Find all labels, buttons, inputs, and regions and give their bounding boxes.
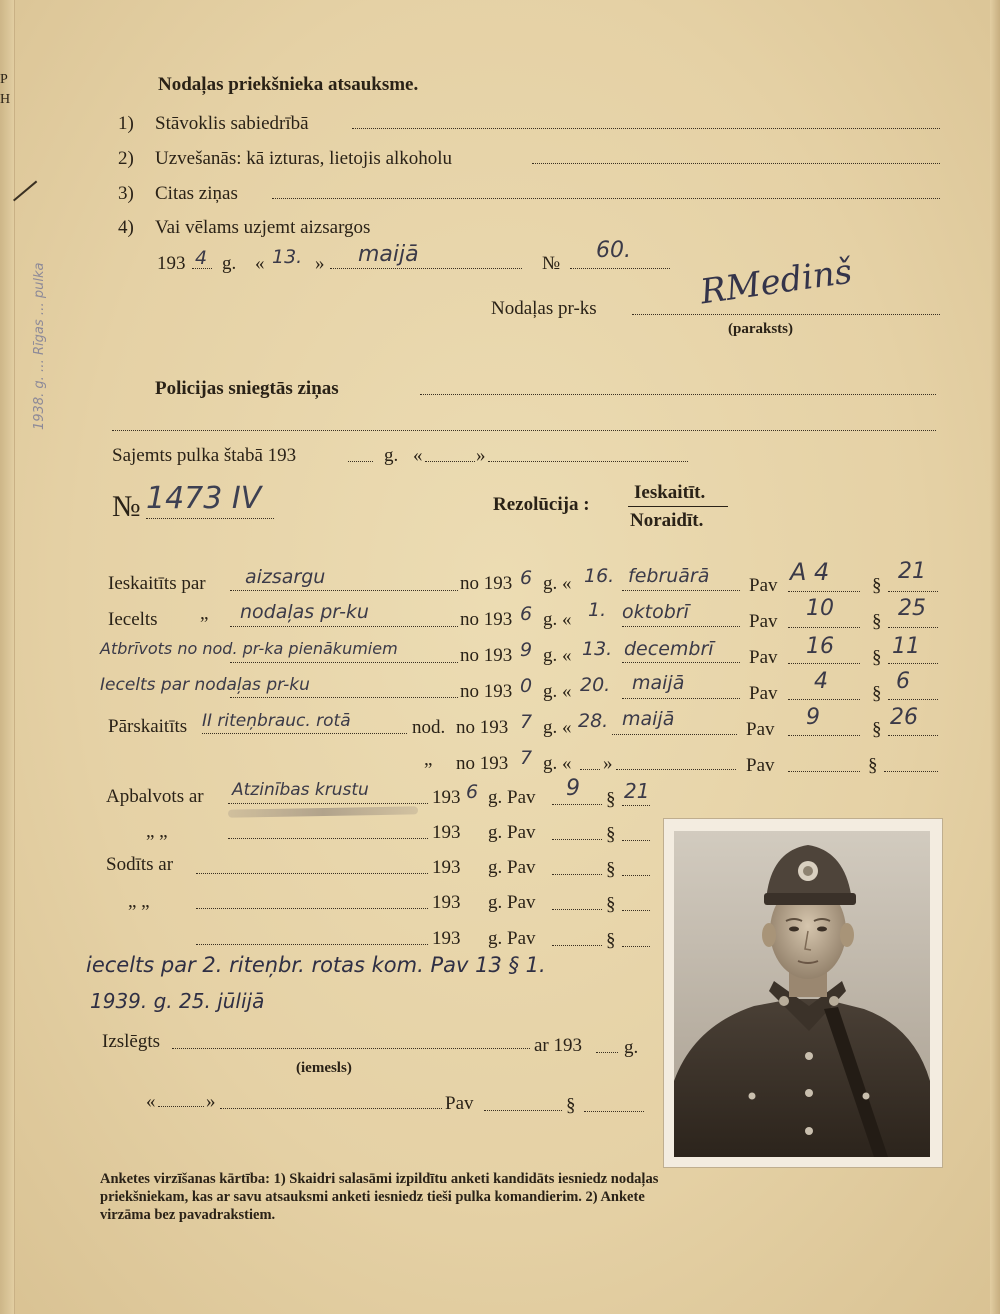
record-hw-label: Iecelts par nodaļas pr-ku [100, 675, 310, 695]
record-pav: Pav [749, 683, 778, 704]
received-label: Sajemts pulka štabā 193 [112, 445, 297, 466]
record-par: § [872, 575, 882, 596]
record-no: no 193 [460, 609, 513, 630]
fill-line [230, 590, 458, 591]
handwritten-number: 60. [596, 238, 631, 263]
fill-line [330, 268, 522, 269]
award-year: 193 [432, 787, 461, 808]
quote-close: » [476, 445, 486, 466]
record-par: § [872, 683, 882, 704]
award-par: § [606, 789, 616, 810]
award-par: § [606, 824, 616, 845]
page-fold [0, 0, 15, 1314]
record-pav: Pav [749, 575, 778, 596]
reason-caption: (iemesls) [296, 1060, 352, 1076]
record-label: Pārskaitīts [108, 716, 188, 737]
fill-line [196, 908, 428, 909]
quote-close: » [315, 253, 325, 274]
soldier-portrait [674, 831, 930, 1157]
record-year: 7 [520, 747, 533, 769]
excluded-label: Izslēgts [102, 1031, 161, 1052]
award-year: 193 [432, 822, 461, 843]
fill-line [622, 590, 740, 591]
penalty-g-pav: g. Pav [488, 892, 536, 913]
penalty-year: 193 [432, 857, 461, 878]
fill-line [580, 769, 600, 770]
record-year: 6 [520, 567, 533, 589]
fill-line [172, 1048, 530, 1049]
record-par: § [872, 611, 882, 632]
fill-line [788, 591, 860, 592]
award-pav-num: 9 [566, 776, 580, 801]
excluded-pav: Pav [445, 1093, 474, 1114]
ditto-mark: „ [424, 749, 433, 770]
fill-line [616, 769, 736, 770]
record-hw-label: II riteņbrauc. rotā [202, 711, 351, 731]
record-month: februārā [628, 565, 710, 587]
item-label: Uzvešanās: kā izturas, lietojis alkoholu [155, 148, 453, 169]
fill-line [552, 945, 602, 946]
portrait-photo [663, 818, 943, 1168]
fill-line [158, 1106, 204, 1107]
fill-line [220, 1108, 442, 1109]
penalty-par: § [606, 859, 616, 880]
fill-line [570, 268, 670, 269]
record-month: maijā [622, 708, 675, 730]
penalty-year: 193 [432, 928, 461, 949]
margin-note: 1938. g. … Rīgas … pulka [32, 262, 47, 430]
record-g: g. « [543, 645, 572, 666]
record-pav-num: 16 [806, 634, 834, 659]
fill-line [552, 909, 602, 910]
fill-line [552, 874, 602, 875]
fill-line [420, 394, 936, 395]
penalty-g-pav: g. Pav [488, 928, 536, 949]
number-symbol: № [112, 490, 141, 523]
ditto-mark: „ [200, 603, 209, 624]
quote-open: « [255, 253, 265, 274]
fill-line [788, 771, 860, 772]
fill-line [888, 663, 938, 664]
record-day: 16. [584, 565, 615, 587]
record-month: oktobrī [622, 601, 689, 623]
penalty-g-pav: g. Pav [488, 857, 536, 878]
fill-line [272, 198, 940, 199]
record-pav: Pav [749, 647, 778, 668]
record-g: g. « [543, 573, 572, 594]
award-label: Apbalvots ar [106, 786, 204, 807]
year-prefix: 193 [157, 253, 186, 274]
item-number: 1) [118, 113, 134, 134]
fill-line [584, 1111, 644, 1112]
handwritten-day: 13. [272, 246, 303, 268]
fill-line [146, 518, 274, 519]
record-g: g. « [543, 681, 572, 702]
fill-line [230, 626, 458, 627]
fill-line [202, 733, 407, 734]
penalty-label: „ „ [128, 891, 150, 912]
record-no: no 193 [460, 573, 513, 594]
record-par: § [872, 647, 882, 668]
g-label: g. [222, 253, 237, 274]
fill-line [425, 461, 475, 462]
signature: RMedinš [697, 251, 855, 313]
number-label: № [542, 253, 561, 274]
resolution-option: Ieskaitīt. [634, 482, 706, 503]
page-edge [990, 0, 1000, 1314]
record-year: 9 [520, 639, 533, 661]
handwritten-note-line: 1939. g. 25. jūlijā [90, 989, 265, 1013]
award-year-hw: 6 [466, 781, 479, 803]
item-number: 2) [118, 148, 134, 169]
fill-line [622, 840, 650, 841]
fill-line [112, 430, 936, 431]
item-number: 4) [118, 217, 134, 238]
record-par: § [868, 755, 878, 776]
record-month: maijā [632, 672, 685, 694]
record-day: 20. [580, 674, 611, 696]
fill-line [348, 461, 373, 462]
record-par-num: 21 [898, 559, 926, 584]
award-label: „ „ [146, 821, 168, 842]
fraction-line [628, 506, 728, 507]
award-g-pav: g. Pav [488, 822, 536, 843]
record-par-num: 26 [890, 705, 918, 730]
section-title: Nodaļas priekšnieka atsauksme. [158, 74, 419, 95]
fill-line [196, 873, 428, 874]
fill-line [622, 805, 650, 806]
record-pav: Pav [746, 755, 775, 776]
quote-open: « [146, 1091, 156, 1112]
fill-line [622, 875, 650, 876]
fill-line [622, 946, 650, 947]
fill-line [888, 591, 938, 592]
fill-line [788, 735, 860, 736]
handwritten-note-line: iecelts par 2. riteņbr. rotas kom. Pav 13 § 1. [86, 953, 546, 977]
fill-line [192, 268, 212, 269]
excluded-g: g. [624, 1037, 639, 1058]
item-label: Citas ziņas [155, 183, 238, 204]
record-day: 1. [588, 599, 607, 621]
record-no: no 193 [460, 681, 513, 702]
award-g-pav: g. Pav [488, 787, 536, 808]
fill-line [888, 735, 938, 736]
handwritten-year: 4 [195, 247, 208, 269]
record-label: Iecelts [108, 609, 158, 630]
record-pav-num: 10 [806, 596, 834, 621]
quote-close: » [206, 1091, 216, 1112]
record-day: 28. [578, 710, 609, 732]
record-par-num: 6 [896, 669, 910, 694]
fill-line [230, 662, 458, 663]
fill-line [228, 803, 428, 804]
record-label: Ieskaitīts par [108, 573, 206, 594]
item-label: Stāvoklis sabiedrībā [155, 113, 309, 134]
fill-line [888, 699, 938, 700]
fill-line [532, 163, 940, 164]
record-hw-label: nodaļas pr-ku [240, 601, 369, 623]
award-hw: Atzinības krustu [232, 780, 369, 800]
handwritten-reg-number: 1473 IV [146, 481, 262, 516]
fill-line [788, 663, 860, 664]
record-month: decembrī [624, 638, 714, 660]
fill-line [488, 461, 688, 462]
fill-line [884, 771, 938, 772]
penalty-year: 193 [432, 892, 461, 913]
fill-line [484, 1110, 562, 1111]
record-g: g. « [543, 753, 572, 774]
handwritten-month: maijā [358, 242, 419, 267]
cut-letter: H [0, 92, 11, 107]
excluded-par: § [566, 1095, 576, 1116]
item-number: 3) [118, 183, 134, 204]
resolution-option: Noraidīt. [630, 510, 704, 531]
fill-line [622, 910, 650, 911]
g-label: g. [384, 445, 399, 466]
footer-instructions: Anketes virzīšanas kārtība: 1) Skaidri salasāmi izpildītu anketi kandidāts iesniedz nodaļas priekšniekam, kas ar savu atsauksmi anketi iesniedz tieši pulka komandierim. 2) Ankete virzāma bez pavadrakstiem. [100, 1171, 659, 1223]
fill-line [552, 839, 602, 840]
fill-line [352, 128, 940, 129]
fill-line [888, 627, 938, 628]
record-pav: Pav [749, 611, 778, 632]
record-year: 0 [520, 675, 533, 697]
record-pav-num: A 4 [790, 558, 830, 586]
portrait-image [674, 831, 930, 1157]
fill-line [196, 944, 428, 945]
excluded-ar: ar 193 [534, 1035, 583, 1056]
record-no: no 193 [456, 717, 509, 738]
fill-line [622, 626, 740, 627]
quote-open: « [413, 445, 423, 466]
fill-line [596, 1052, 618, 1053]
fill-line [228, 838, 428, 839]
record-pav-num: 9 [806, 705, 820, 730]
fill-line [622, 698, 740, 699]
fill-line [788, 699, 860, 700]
fill-line [230, 697, 458, 698]
record-par-num: 11 [892, 634, 920, 659]
fill-line [612, 734, 737, 735]
resolution-label: Rezolūcija : [493, 494, 590, 515]
record-par-num: 25 [898, 596, 926, 621]
record-g: g. « [543, 609, 572, 630]
record-hw-label: aizsargu [245, 566, 326, 588]
record-no: no 193 [460, 645, 513, 666]
award-par-num: 21 [624, 779, 650, 803]
signature-label: Nodaļas pr-ks [491, 298, 597, 319]
signature-caption: (paraksts) [728, 321, 794, 337]
record-pav: Pav [746, 719, 775, 740]
record-year: 7 [520, 711, 533, 733]
item-label: Vai vēlams uzjemt aizsargos [155, 217, 371, 238]
record-pav-num: 4 [814, 669, 828, 694]
penalty-par: § [606, 930, 616, 951]
record-extra: nod. [412, 717, 446, 738]
fill-line [552, 804, 602, 805]
fill-line [622, 662, 740, 663]
penalty-label: Sodīts ar [106, 854, 174, 875]
fill-line [788, 627, 860, 628]
police-info-label: Policijas sniegtās ziņas [155, 378, 339, 399]
fill-line [632, 314, 940, 315]
record-no: no 193 [456, 753, 509, 774]
cut-letter: P [0, 72, 8, 87]
penalty-par: § [606, 894, 616, 915]
record-year: 6 [520, 603, 533, 625]
record-day: 13. [582, 638, 613, 660]
record-par: § [872, 719, 882, 740]
quote-close: » [603, 753, 613, 774]
record-hw-label: Atbrīvots no nod. pr-ka pienākumiem [100, 639, 398, 658]
record-g: g. « [543, 717, 572, 738]
